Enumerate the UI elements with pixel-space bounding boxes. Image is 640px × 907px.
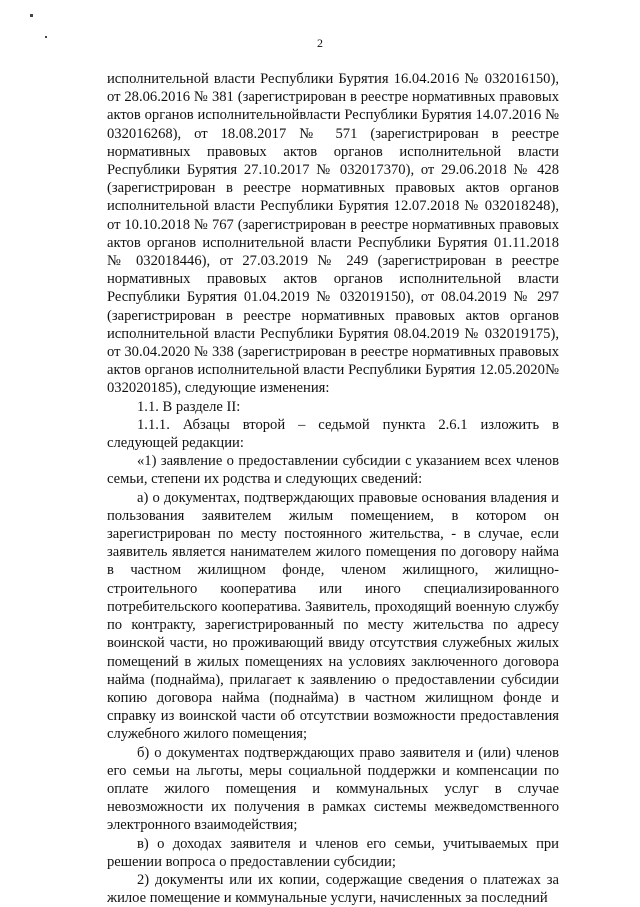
paragraph-section-heading: 1.1. В разделе II:	[137, 398, 241, 415]
paragraph-item-b: б) о документах подтверждающих право заявителя и (или) членов его семьи на льготы, меры социальной поддержки и компенсации по оплате жилого помещения и коммунальных услуг в случае невозможности их получения в рамках системы межведомственного электронного взаимодействия;	[107, 744, 559, 834]
scan-speck	[30, 14, 33, 17]
body-text	[107, 70, 559, 907]
paragraph-item-a: а) о документах, подтверждающих правовые основания владения и пользования заявителем жилым помещением, в котором он зарегистрирован по месту постоянного жительства, - в случае, если заявитель является нанимателем жилого помещения по договору найма в частном жилищном фонде, членом жилищного, жилищно-строительного кооператива или иного специализированного потребительского кооператива. Заявитель, проходящий военную службу по контракту, зарегистрированный по месту жительства по адресу воинской части, но проживающий ввиду отсутствия служебных жилых помещений в жилых помещениях на условиях заключенного договора найма (поднайма), прилагает к заявлению о предоставлении субсидии копию договора найма (поднайма) в частном жилищном фонде и справку из воинской части об отсутствии возможности предоставления служебного жилого помещения;	[107, 489, 559, 743]
paragraph-amendment: 1.1.1. Абзацы второй – седьмой пункта 2.6.1 изложить в следующей редакции:	[107, 416, 559, 452]
page-number: 2	[317, 36, 323, 50]
paragraph-item-1: «1) заявление о предоставлении субсидии с указанием всех членов семьи, степени их родства и следующих сведений:	[107, 453, 559, 488]
paragraph-intro: исполнительной власти Республики Бурятия 16.04.2016 № 032016150), от 28.06.2016 № 381 (зарегистрирован в реестре нормативных правовых актов органов исполнительнойвласти Республики Бурятия 14.07.2016 № 032016268), от 18.08.2017 № 571 (зарегистрирован в реестре нормативных правовых актов органов исполнительной власти Республики Бурятия 27.10.2017 № 032017370), от 29.06.2018 № 428 (зарегистрирован в реестре нормативных правовых актов органов исполнительной власти Республики Бурятия 12.07.2018 № 032018248), от 10.10.2018 № 767 (зарегистрирован в реестре нормативных правовых актов органов исполнительной власти Республики Бурятия 01.11.2018 № 032018446), от 27.03.2019 № 249 (зарегистрирован в реестре нормативных правовых актов органов исполнительной власти Республики Бурятия 01.04.2019 № 032019150), от 08.04.2019 № 297 (зарегистрирован в реестре нормативных правовых актов органов исполнительной власти Республики Бурятия 08.04.2019 № 032019175), от 30.04.2020 № 338 (зарегистрирован в реестре нормативных правовых актов органов исполнительной власти Республики Бурятия 12.05.2020№ 032020185), следующие изменения:	[107, 71, 559, 397]
paragraph-item-2: 2) документы или их копии, содержащие сведения о платежах за жилое помещение и коммунальные услуги, начисленных за последний	[107, 871, 559, 907]
paragraph-item-v: в) о доходах заявителя и членов его семьи, учитываемых при решении вопроса о предоставлении субсидии;	[107, 835, 559, 870]
